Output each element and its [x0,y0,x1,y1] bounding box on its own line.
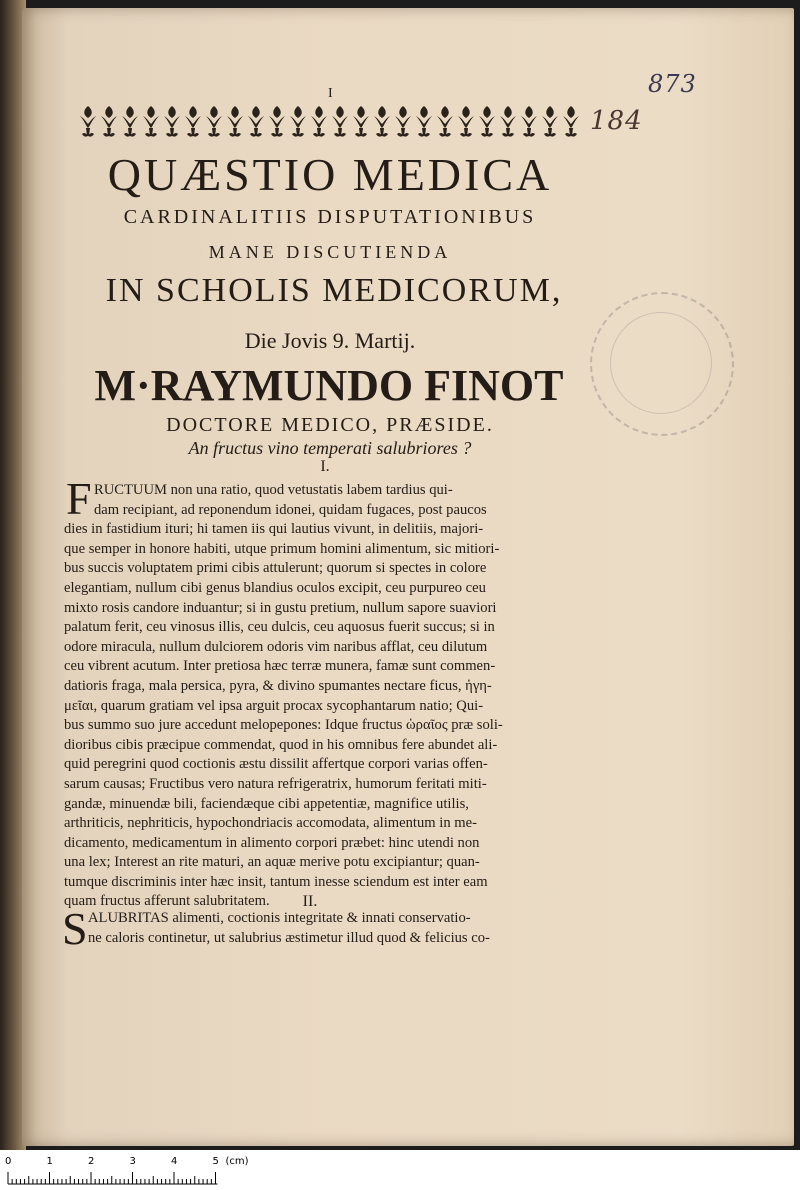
fleuron-icon [521,106,537,137]
fleuron-icon [395,106,411,137]
scale-label: 3 [129,1156,136,1167]
fleuron-icon [563,106,579,137]
fleuron-icon [206,106,222,137]
section-1-text-line: dam recipiant, ad reponendum idonei, quidam fugaces, post paucos [94,501,487,518]
section-1-heading: I. [320,458,330,475]
question-title: An fructus vino temperati salubriores ? [188,438,472,458]
section-1-text-line: RUCTUUM non una ratio, quod vetustatis labem tardius qui- [94,482,453,498]
section-1-text-line: bus succis voluptatem primi cibis attulerunt; quorum si spectes in colore [64,560,487,577]
fleuron-icon [416,106,432,137]
section-2-dropcap: S [62,903,88,954]
fleuron-icon [353,106,369,137]
fleuron-icon [122,106,138,137]
fleuron-icon [80,106,96,137]
scale-label: 1 [46,1156,53,1167]
section-2-heading: II. [302,893,318,910]
title-date: Die Jovis 9. Martij. [244,328,416,353]
fleuron-icon [332,106,348,137]
fleuron-icon [311,106,327,137]
fleuron-icon [542,106,558,137]
scale-unit: (cm) [225,1156,249,1167]
section-1-text-line: quam fructus afferunt salubritatem. [64,893,270,910]
measurement-scale [0,1150,800,1190]
section-1-text-line: gandæ, minuendæ bili, faciendæque cibi appetentiæ, magnifice utilis, [64,795,469,812]
section-1-text-line: bus summo suo jure accedunt melopepones: Idque fructus ὡραῖος præ soli- [64,717,503,734]
scale-label: 5 [212,1156,219,1167]
scale-label: 4 [171,1156,178,1167]
section-1-text-line: quid peregrini quod coctionis æstu dissilit affertque corpori varias offen- [64,756,488,773]
section-1-text-line: elegantiam, nullum cibi genus blandius oculos excipit, ceu purpureo ceu [64,579,486,596]
section-1-text-line: tumque discriminis inter hæc insit, tantum inesse sciendum est inter eam [64,873,488,890]
fleuron-icon [164,106,180,137]
section-1-text-line: mixto rosis candore induantur; si in gustu pretium, nullum sapore suaviori [64,599,497,616]
section-1-text-line: que semper in honore habiti, utque primum homini alimentum, sic mitiori- [64,540,500,557]
title-line-4: IN SCHOLIS MEDICORUM, [105,272,563,309]
library-stamp-inner [610,312,712,414]
scale-label: 0 [5,1156,12,1167]
page-number: I [328,86,333,101]
section-1-text-line: datioris fraga, mala persica, pyra, & divino spumantes nectare ficus, ἡγη- [64,677,492,694]
fleuron-icon [290,106,306,137]
fleuron-icon [437,106,453,137]
fleuron-icon [101,106,117,137]
section-2-text-line: ALUBRITAS alimenti, coctionis integritate & innati conservatio- [88,910,471,926]
fleuron-icon [185,106,201,137]
section-2-text-line: ne caloris continetur, ut salubrius æstimetur illud quod & felicius co- [88,929,490,946]
section-1-text-line: dies in fastidium ituri; hi tamen iis qui lautius vivunt, in delitiis, majori- [64,521,484,538]
title-line-2: CARDINALITIIS DISPUTATIONIBUS [123,206,537,228]
fleuron-icon [500,106,516,137]
title-line-1: QUÆSTIO MEDICA [107,149,553,200]
scale-label: 2 [88,1156,95,1167]
section-1-text-line: dioribus cibis præcipue commendat, quod in his omnibus fere abundet ali- [64,736,498,753]
fleuron-icon [458,106,474,137]
section-2-text [64,909,584,948]
manuscript-number-secondary: 184 [590,106,643,136]
fleuron-icon [143,106,159,137]
section-1-text-line: una lex; Interest an rite maturi, an aquæ merive potu excipiantur; quan- [64,854,480,871]
section-1-text-line: odore miracula, nullum dulciorem odoris vim naribus afflat, ceu dilutum [64,638,488,655]
section-1-text-line: arthriticis, nephriticis, hypochondriacis accomodata, alimentum in me- [64,815,477,832]
manuscript-number-primary: 873 [648,70,697,98]
title-praeses-role: DOCTORE MEDICO, PRÆSIDE. [166,414,494,436]
title-line-3: MANE DISCUTIENDA [208,242,452,262]
fleuron-icon [479,106,495,137]
section-1-text [64,481,584,912]
section-1-text-line: dicamento, medicamentum in alimento corpori præbet: hinc utendi non [64,834,480,851]
section-1-text-line: palatum ferit, ceu vinosus illis, ceu dulcis, ceu aquosus fuerit succus; si in [64,619,495,636]
section-1-text-line: ceu vibrent acutum. Inter pretiosa hæc terræ munera, famæ sunt commen- [64,658,496,675]
fleuron-icon [269,106,285,137]
decorative-ornament-band [76,104,582,138]
section-1-text-line: μεῖαι, quarum gratiam vel ipsa arguit procax sycophantarum natio; Qui- [64,697,484,714]
fleuron-icon [374,106,390,137]
section-1-dropcap: F [66,473,92,524]
section-1-text-line: sarum causas; Fructibus vero natura refrigeratrix, humorum feritati miti- [64,775,487,792]
fleuron-icon [227,106,243,137]
fleuron-icon [248,106,264,137]
title-praeses-name: M·RAYMUNDO FINOT [94,361,564,410]
